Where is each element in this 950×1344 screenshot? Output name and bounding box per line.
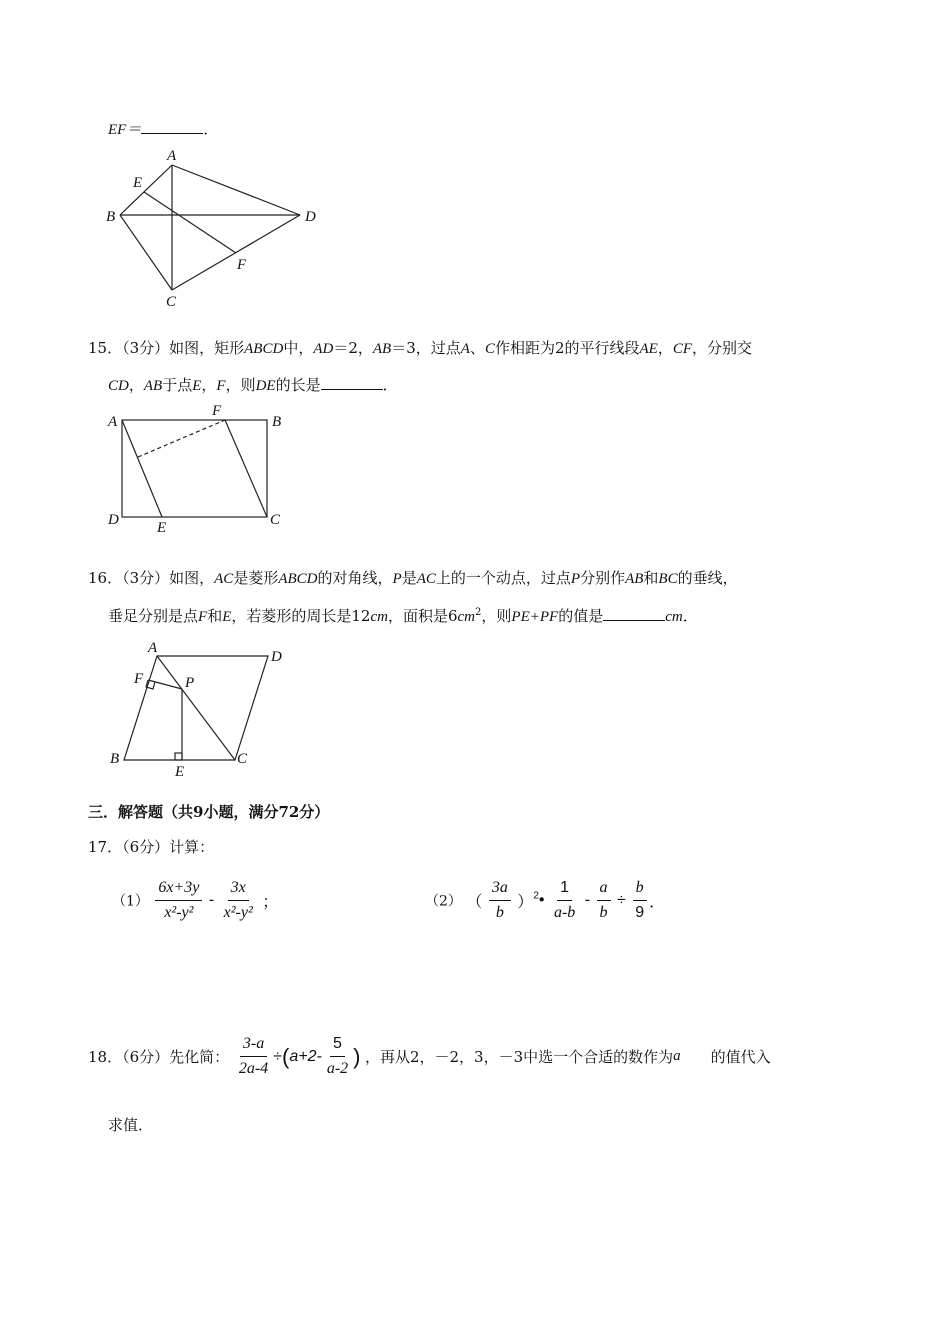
label-D: D: [305, 209, 316, 225]
label-B: B: [272, 414, 282, 430]
fraction: $\frac{6x+3y}{\text{x²-y²}}$: [155, 878, 202, 923]
label-F: F: [212, 403, 222, 419]
fraction: $\frac{1}{a-b}$: [553, 879, 576, 921]
seg-AE: [122, 420, 162, 517]
label-F: F: [237, 257, 247, 273]
figure-15: [100, 400, 300, 535]
fraction: $\frac{3x}{\text{x²-y²}}$: [223, 879, 253, 921]
q17-line: 17．（6分）计算：: [88, 838, 215, 856]
section-3-title: 三．解答题（共9小题，满分72分）: [88, 803, 330, 821]
q15-line1: 15．（3分）如图，矩形ABCD中，AD＝2，AB＝3，过点A、C作相距为2的平行线段AE，CF，分别交: [88, 339, 753, 357]
q18-line1: 18．（6分）先化简： $\frac{3-a}{2a-4}$ ÷(a+2- $\frac{5}{a-2}$ ) ，再从2，－2，3，－3中选一个合适的数作为a 的值代入: [88, 1035, 771, 1077]
label-D: D: [108, 512, 119, 528]
answer-blank[interactable]: [141, 121, 203, 134]
fraction: $\frac{5}{a-2}$: [326, 1035, 349, 1077]
q16-line2: 垂足分别是点F和E，若菱形的周长是12cm，面积是$6cm^2$，则PE+PF的值是 cm．: [108, 607, 698, 625]
label-A: A: [108, 414, 118, 430]
fraction: $\frac{3-a}{2a-4}$: [238, 1035, 269, 1077]
answer-blank[interactable]: [603, 608, 665, 621]
answer-blank[interactable]: [321, 377, 383, 390]
figure-16: [100, 635, 300, 780]
q17-part2: （2） （ $\frac{3a}{b}$ ）$^2$• $\frac{1}{a-b}$ - $\frac{a}{b}$ ÷ $\frac{b}{9}$ ．: [425, 879, 666, 921]
label-A: A: [167, 148, 177, 164]
seg-AC: [157, 656, 235, 760]
q17-part1: （1） $\frac{6x+3y}{\text{x²-y²}}$ - $\frac{3x}{\text{x²-y²}}$ ；: [112, 879, 279, 921]
fraction: $\frac{3a}{b}$: [489, 878, 511, 923]
q16-line1: 16．（3分）如图，AC是菱形ABCD的对角线，P是AC上的一个动点，过点P分别作AB和BC的垂线，: [88, 569, 738, 587]
label-C: C: [237, 751, 248, 767]
rect-ABCD: [122, 420, 267, 517]
label-D: D: [271, 649, 282, 665]
seg-BC: [120, 215, 172, 290]
label-P: P: [185, 675, 195, 691]
seg-AB: [120, 165, 172, 215]
label-E: E: [157, 520, 167, 535]
label-B: B: [106, 209, 116, 225]
label-F: F: [134, 671, 144, 687]
q15-line2: CD，AB于点E，F，则DE的长是 ．: [108, 376, 398, 394]
right-angle-E: [175, 753, 182, 760]
fraction: $\frac{a}{b}$: [597, 878, 611, 923]
seg-EF: [144, 192, 236, 253]
label-C: C: [270, 512, 281, 528]
label-C: C: [166, 294, 177, 310]
label-E: E: [175, 764, 185, 780]
label-A: A: [148, 640, 158, 656]
seg-CF: [225, 420, 267, 517]
q14-label: EF＝: [108, 122, 142, 138]
seg-AD: [172, 165, 300, 215]
figure-14: [100, 140, 340, 310]
label-E: E: [133, 175, 143, 191]
q18-line2: 求值．: [108, 1116, 154, 1134]
fraction: $\frac{b}{9}$: [632, 878, 647, 923]
seg-distance-dashed: [138, 420, 225, 457]
q14-answer-line: EF＝ ．: [108, 120, 219, 138]
label-B: B: [110, 751, 120, 767]
